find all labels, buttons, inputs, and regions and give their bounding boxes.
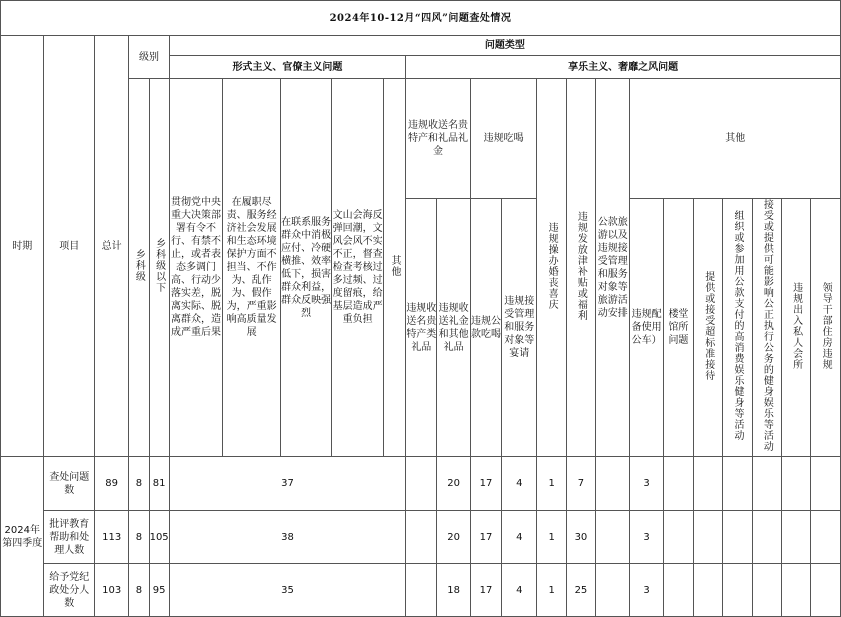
cell-town: 8	[129, 457, 149, 511]
header-f5: 其他	[383, 79, 405, 457]
period-label: 2024年第四季度	[1, 457, 44, 617]
cell-g4: 25	[566, 564, 595, 617]
cell-g1a	[406, 564, 437, 617]
cell-below: 95	[149, 564, 169, 617]
cell-o5	[752, 564, 781, 617]
cell-g3: 1	[537, 457, 566, 511]
header-o5: 接受或提供可能影响公正执行公务的健身娱乐等活动	[752, 199, 781, 457]
cell-o6	[781, 564, 810, 617]
cell-g5	[596, 564, 630, 617]
cell-o4	[723, 564, 752, 617]
cell-formalism: 38	[169, 511, 405, 564]
header-total: 总计	[94, 36, 128, 457]
cell-g2a: 17	[470, 457, 501, 511]
cell-g4: 7	[566, 457, 595, 511]
header-o4: 组织或参加用公款支付的高消费娱乐健身等活动	[723, 199, 752, 457]
header-g3: 违规操办婚丧喜庆	[537, 79, 566, 457]
header-f2: 在履职尽责、服务经济社会发展和生态环境保护方面不担当、不作为、乱作为、假作为，严重影响高质量发展	[223, 79, 281, 457]
header-hedonism: 享乐主义、奢靡之风问题	[406, 56, 841, 79]
cell-g4: 30	[566, 511, 595, 564]
table-row	[1, 457, 841, 511]
header-f3: 在联系服务群众中消极应付、冷硬横推、效率低下，损害群众利益，群众反映强烈	[280, 79, 332, 457]
cell-g5	[596, 511, 630, 564]
header-o1: 违规配备使用公车）	[630, 199, 663, 457]
header-g1a: 违规收送名贵特产类礼品	[406, 199, 437, 457]
header-g2a: 违规公款吃喝	[470, 199, 501, 457]
cell-g5	[596, 457, 630, 511]
cell-o5	[752, 457, 781, 511]
cell-o7	[811, 457, 841, 511]
cell-g1b: 20	[437, 457, 470, 511]
header-f4: 文山会海反弹回潮，文风会风不实不正，督查检查考核过多过频、过度留痕，给基层造成严重负担	[332, 79, 384, 457]
cell-o4	[723, 457, 752, 511]
cell-g2b: 4	[502, 564, 537, 617]
cell-o7	[811, 564, 841, 617]
cell-total: 113	[94, 511, 128, 564]
cell-g2b: 4	[502, 511, 537, 564]
cell-g2b: 4	[502, 457, 537, 511]
cell-o1: 3	[630, 511, 663, 564]
cell-g1b: 20	[437, 511, 470, 564]
header-g4: 违规发放津补贴或福利	[566, 79, 595, 457]
header-g2b: 违规接受管理和服务对象等宴请	[502, 199, 537, 457]
table-row	[1, 564, 841, 617]
row-label: 查处问题数	[44, 457, 95, 511]
header-g1b: 违规收送礼金和其他礼品	[437, 199, 470, 457]
header-level-below: 乡科级以下	[149, 79, 169, 457]
table-row	[1, 511, 841, 564]
cell-formalism: 37	[169, 457, 405, 511]
cell-o2	[663, 511, 693, 564]
cell-o6	[781, 457, 810, 511]
header-period: 时期	[1, 36, 44, 457]
header-formalism: 形式主义、官僚主义问题	[169, 56, 405, 79]
header-item: 项目	[44, 36, 95, 457]
cell-below: 105	[149, 511, 169, 564]
header-problem-type: 问题类型	[169, 36, 840, 56]
header-g1: 违规收送名贵特产和礼品礼金	[406, 79, 471, 199]
page-title: 2024年10-12月“四风”问题查处情况	[1, 1, 841, 36]
header-o7: 领导干部住房违规	[811, 199, 841, 457]
header-o2: 楼堂馆所问题	[663, 199, 693, 457]
cell-g1a	[406, 457, 437, 511]
header-o6: 违规出入私人会所	[781, 199, 810, 457]
header-level: 级别	[129, 36, 169, 79]
cell-g2a: 17	[470, 564, 501, 617]
cell-o3	[694, 564, 723, 617]
cell-o5	[752, 511, 781, 564]
cell-o3	[694, 457, 723, 511]
cell-o3	[694, 511, 723, 564]
cell-town: 8	[129, 564, 149, 617]
cell-total: 103	[94, 564, 128, 617]
header-g5: 公款旅游以及违规接受管理和服务对象等旅游活动安排	[596, 79, 630, 457]
cell-o2	[663, 457, 693, 511]
cell-o4	[723, 511, 752, 564]
cell-g1b: 18	[437, 564, 470, 617]
cell-g3: 1	[537, 511, 566, 564]
cell-o1: 3	[630, 564, 663, 617]
cell-g2a: 17	[470, 511, 501, 564]
cell-o2	[663, 564, 693, 617]
cell-below: 81	[149, 457, 169, 511]
row-label: 给予党纪政处分人数	[44, 564, 95, 617]
cell-total: 89	[94, 457, 128, 511]
cell-formalism: 35	[169, 564, 405, 617]
cell-o6	[781, 511, 810, 564]
header-level-town: 乡科级	[129, 79, 149, 457]
header-o3: 提供或接受超标准接待	[694, 199, 723, 457]
header-g6: 其他	[630, 79, 841, 199]
cell-g3: 1	[537, 564, 566, 617]
cell-g1a	[406, 511, 437, 564]
cell-town: 8	[129, 511, 149, 564]
row-label: 批评教育帮助和处理人数	[44, 511, 95, 564]
header-f1: 贯彻党中央重大决策部署有令不行、有禁不止，或者表态多调门高、行动少落实差，脱离实际、脱离群众，造成严重后果	[169, 79, 223, 457]
cell-o7	[811, 511, 841, 564]
cell-o1: 3	[630, 457, 663, 511]
header-g2: 违规吃喝	[470, 79, 537, 199]
